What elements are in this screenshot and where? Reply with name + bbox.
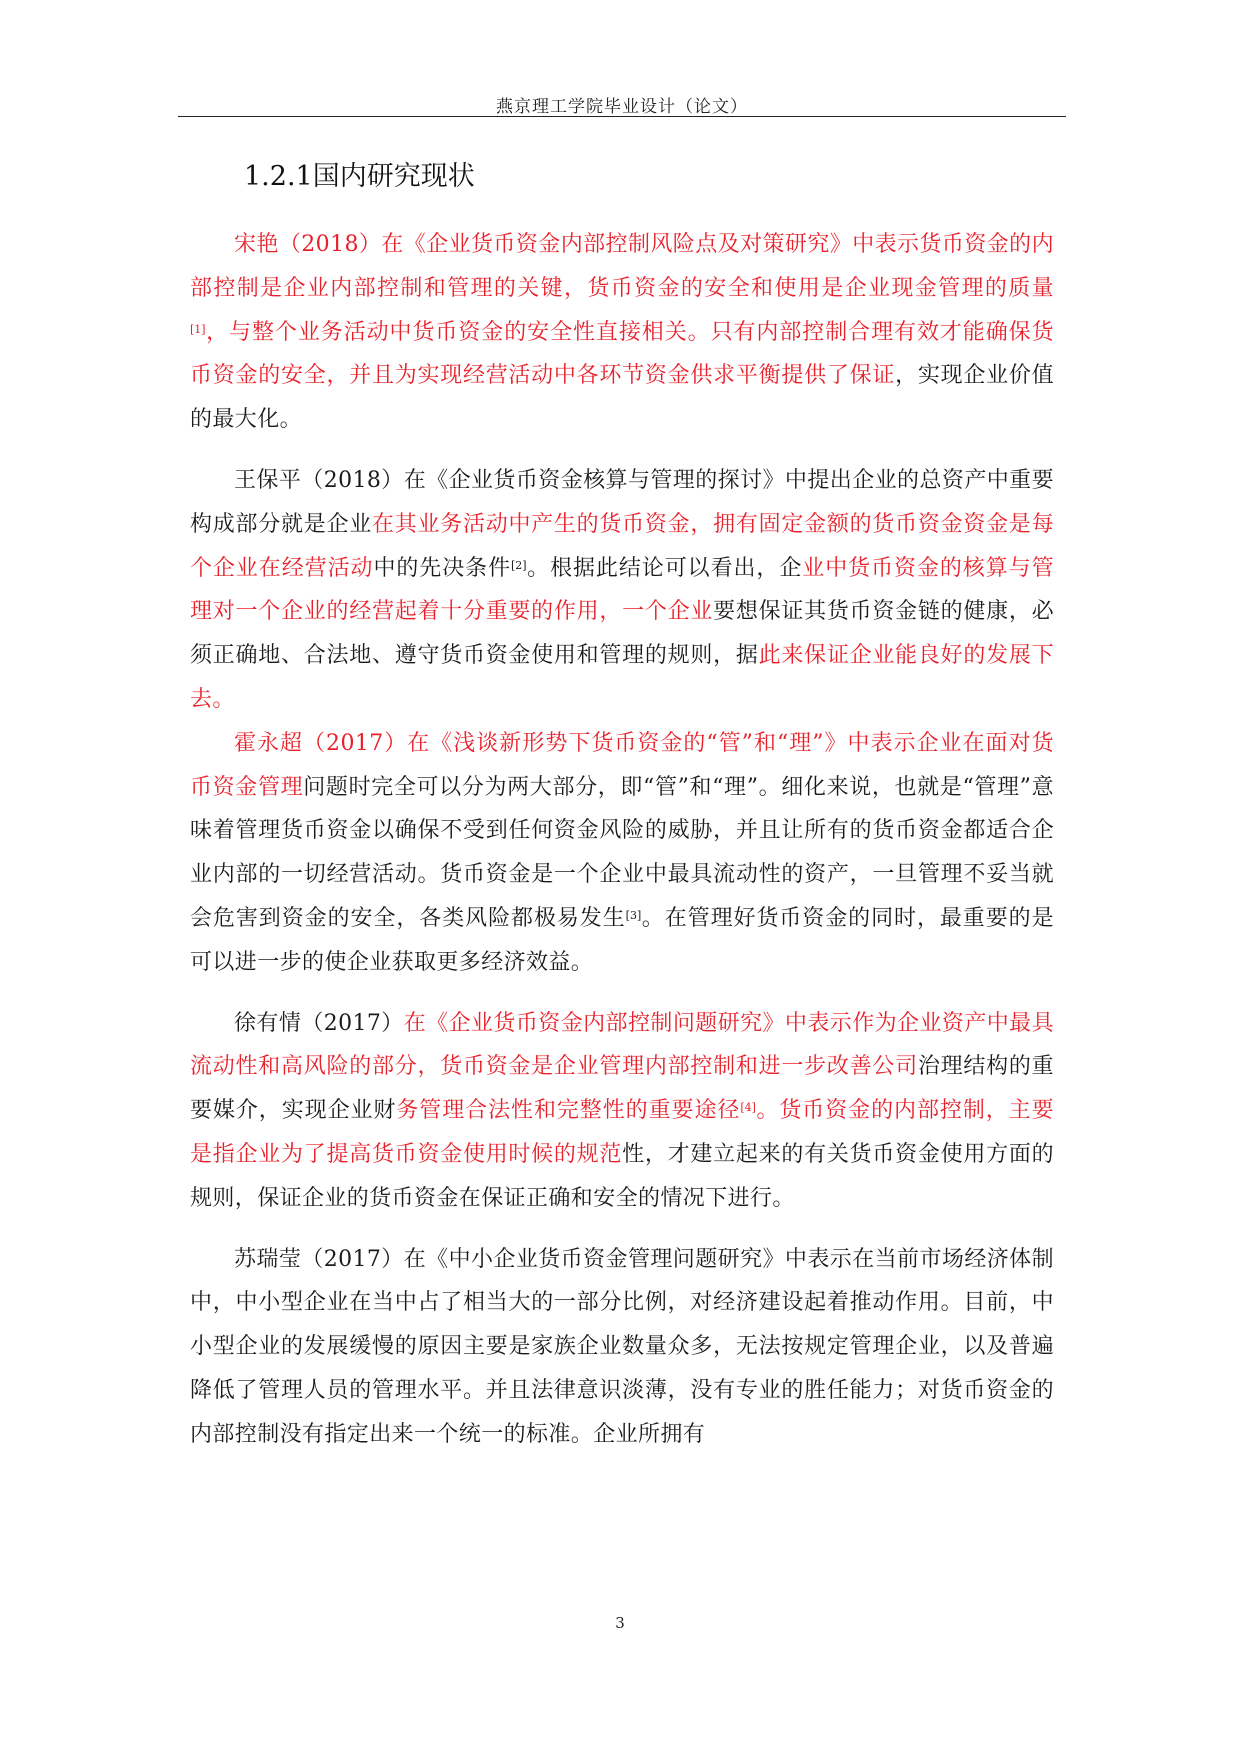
citation-marker: [1] (190, 322, 206, 336)
text-run: 务管理合法性和完整性的重要途径 (396, 1098, 741, 1124)
text-run: 。货币资金的内部控制，主要是指企业为了提高货币资金使用时候的规范 (190, 1098, 1055, 1167)
text-run: 治理结构的重要媒介，实现企业财 (190, 1054, 1054, 1124)
text-run: ，与整个业务活动中货币资金的安全性直接相关。只有内部控制合理有效才能确保货币资金的安全，并且为实现经营活动中各环节资金供求平衡提供了保证 (190, 319, 1054, 389)
citation-marker: [4] (740, 1101, 756, 1115)
text-run: 。在管理好货币资金的同时，最重要的是可以进一步的使企业获取更多经济效益。 (190, 905, 1054, 975)
paragraph (190, 223, 1054, 442)
section-heading: 1.2.1国内研究现状 (244, 161, 475, 192)
text-run: 。根据此结论可以看出，企 (526, 555, 803, 581)
paragraph (190, 459, 1054, 722)
text-run: 王保平（2018）在《企业货币资金核算与管理的探讨》中提出企业的总资产中重要构成部分就是企业 (190, 467, 1054, 537)
text-run: 性，才建立起来的有关货币资金使用方面的规则，保证企业的货币资金在保证正确和安全的情况下进行。 (190, 1141, 1054, 1211)
header-rule (178, 116, 1066, 117)
page-header: 燕京理工学院毕业设计（论文） (496, 97, 748, 117)
text-run: 霍永超（2017）在《浅谈新形势下货币资金的“管”和“理”》中表示企业在面对货币资金管理 (190, 730, 1054, 800)
page-number: 3 (615, 1614, 625, 1632)
citation-marker: [3] (625, 908, 642, 922)
text-run: 中的先决条件 (373, 555, 512, 581)
text-run: 要想保证其货币资金链的健康，必须正确地、合法地、遵守货币资金使用和管理的规则，据 (190, 599, 1054, 669)
text-run: 业中货币资金的核算与管理对一个企业的经营起着十分重要的作用，一个企业 (190, 555, 1054, 625)
paragraph (190, 1238, 1054, 1457)
citation-marker: [2] (511, 558, 527, 572)
text-run: 此来保证企业能良好的发展下去。 (190, 643, 1054, 712)
paragraph (190, 722, 1054, 985)
text-run: ，实现企业价值的最大化。 (190, 363, 1054, 433)
text-run: 在其业务活动中产生的货币资金，拥有固定金额的货币资金资金是每个企业在经营活动 (190, 511, 1054, 581)
paragraph (190, 1002, 1054, 1221)
text-run: 宋艳（2018）在《企业货币资金内部控制风险点及对策研究》中表示货币资金的内部控制是企业内部控制和管理的关键，货币资金的安全和使用是企业现金管理的质量 (190, 232, 1054, 301)
text-run: 在《企业货币资金内部控制问题研究》中表示作为企业资产中最具流动性和高风险的部分，货币资金是企业管理内部控制和进一步改善公司 (190, 1010, 1054, 1080)
text-run: 苏瑞莹（2017）在《中小企业货币资金管理问题研究》中表示在当前市场经济体制中，中小型企业在当中占了相当大的一部分比例，对经济建设起着推动作用。目前，中小型企业的发展缓慢的原因主要是家族企业数量众多，无法按规定管理企业，以及普遍降低了管理人员的管理水平。并且法律意识淡薄，没有专业的胜任能力；对货币资金的内部控制没有指定出来一个统一的标准。企业所拥有 (190, 1246, 1054, 1447)
text-run: 徐有情（2017） (234, 1010, 404, 1036)
text-run: 问题时完全可以分为两大部分，即“管”和“理”。细化来说，也就是“管理”意味着管理货币资金以确保不受到任何资金风险的威胁，并且让所有的货币资金都适合企业内部的一切经营活动。货币资金是一个企业中最具流动性的资产，一旦管理不妥当就会危害到资金的安全，各类风险都极易发生 (190, 774, 1054, 931)
body-text (190, 223, 1054, 1457)
